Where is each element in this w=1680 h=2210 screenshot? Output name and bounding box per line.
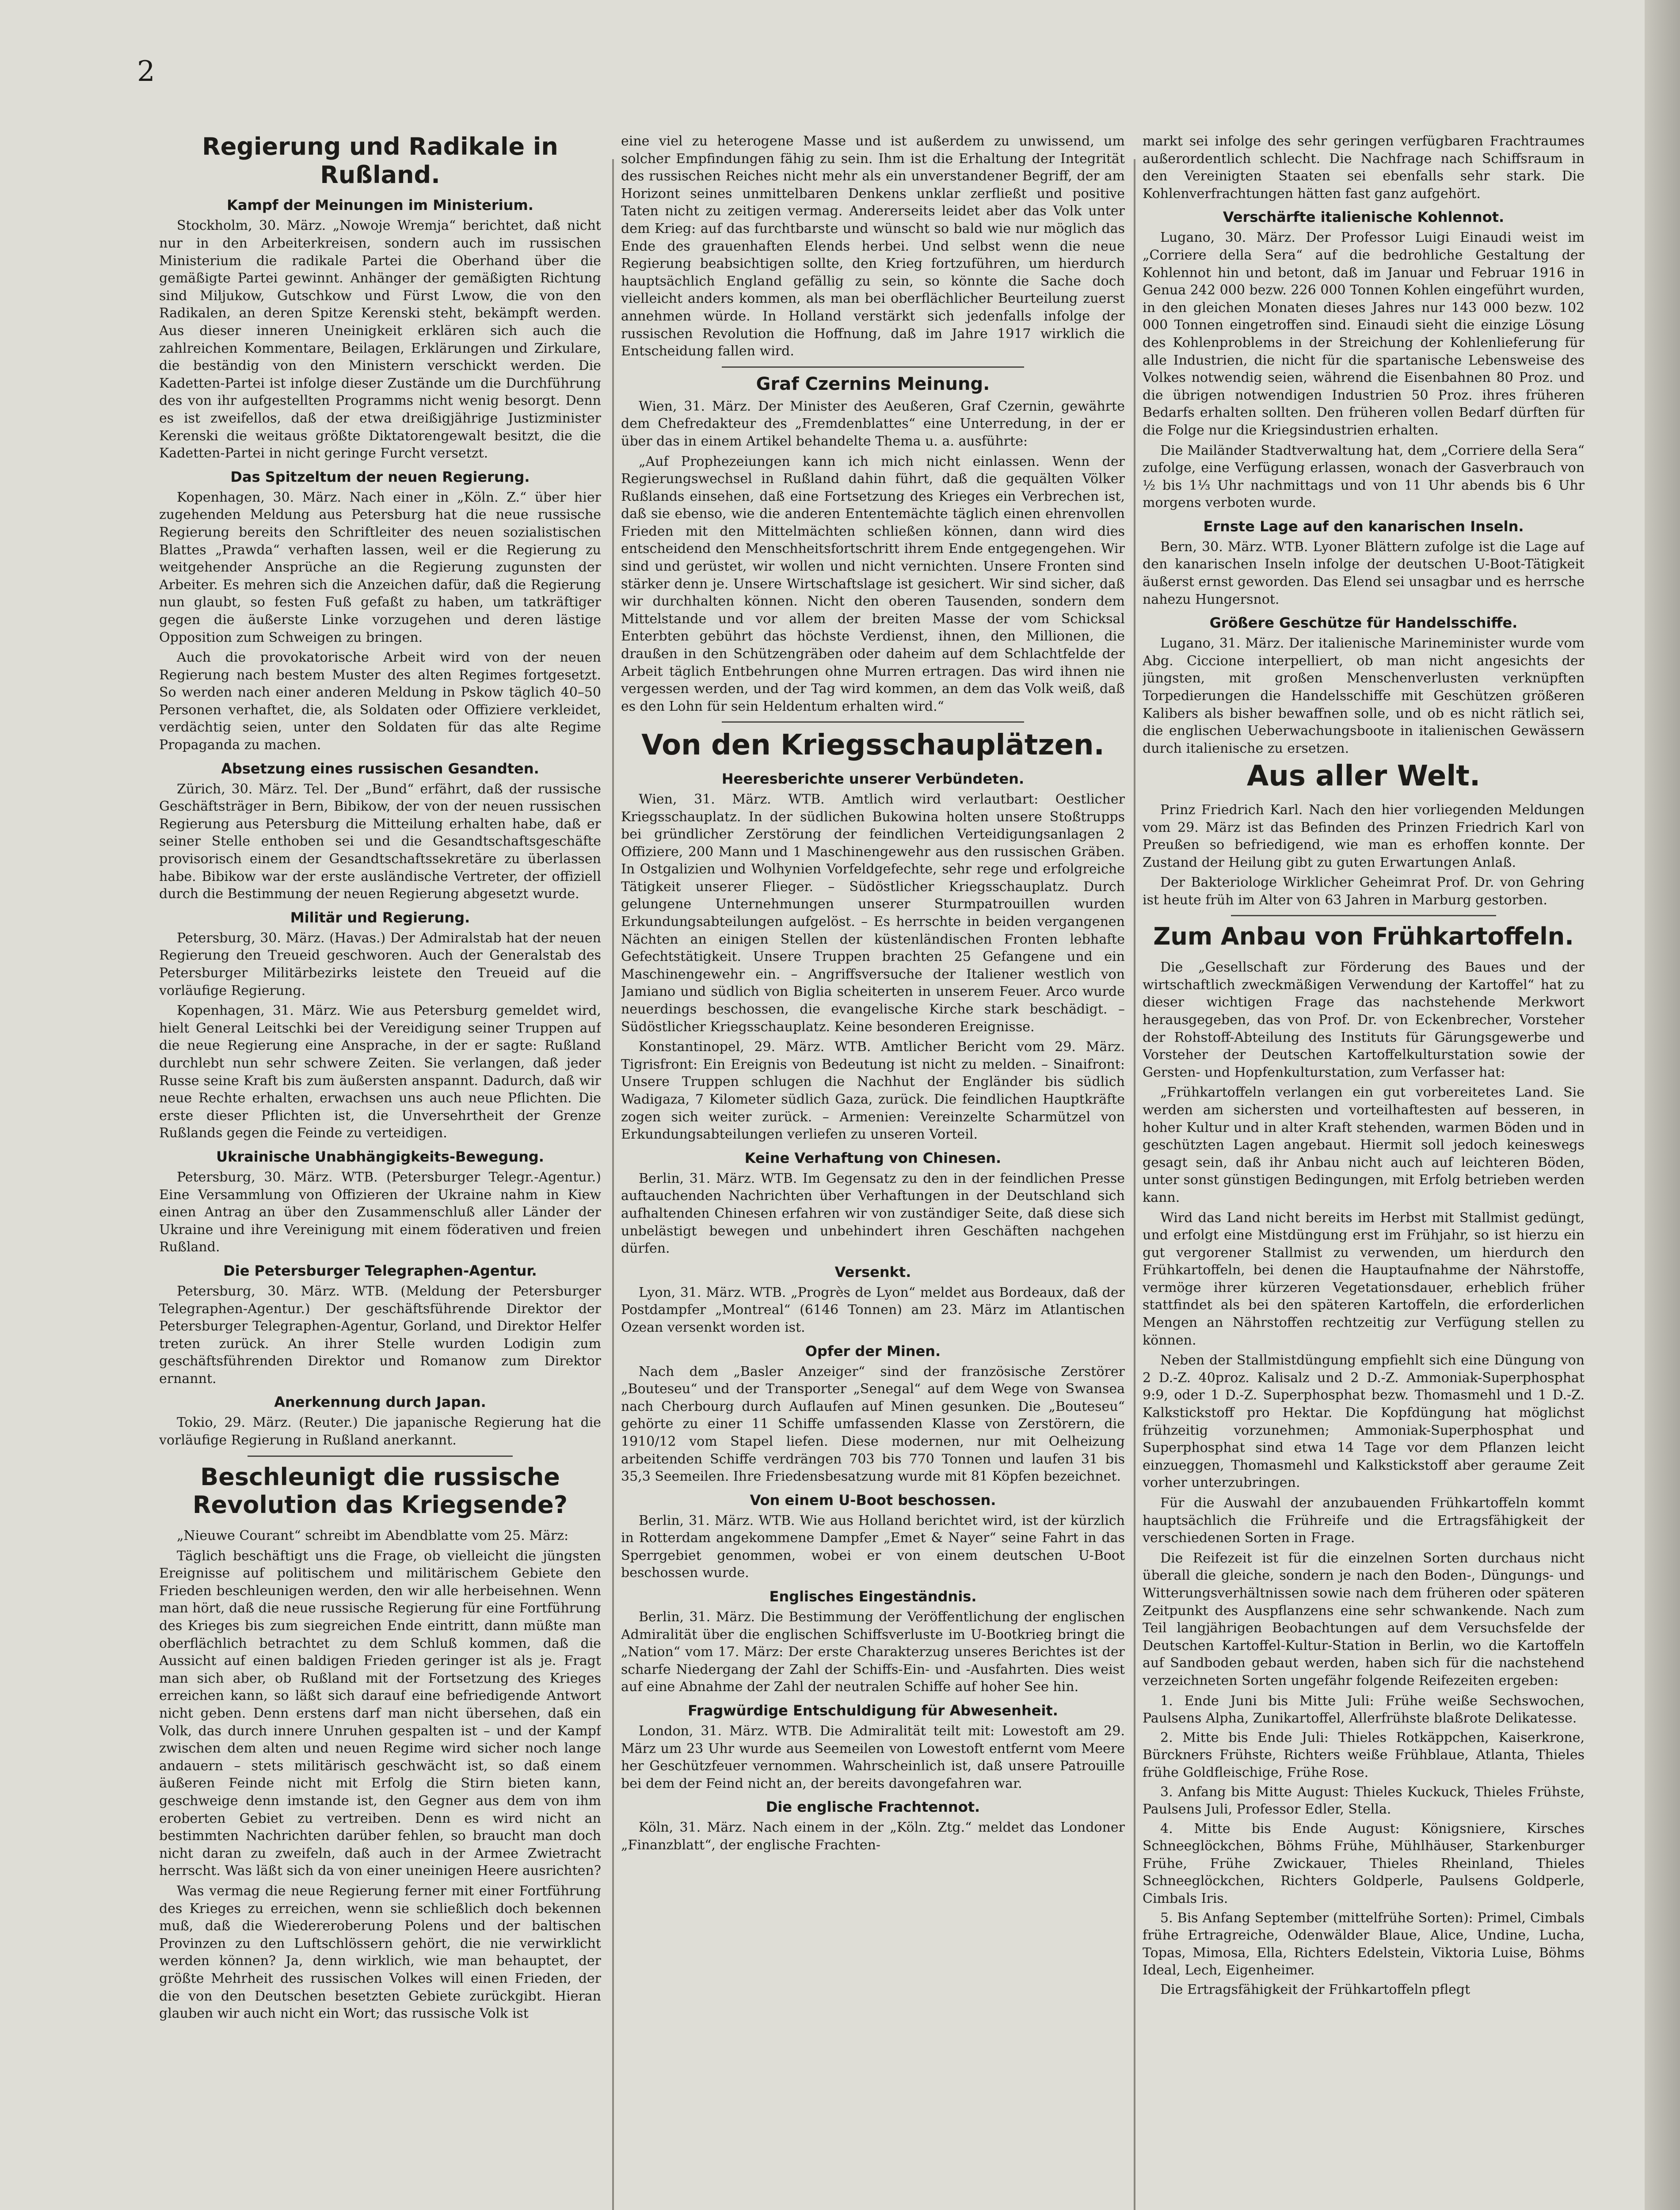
article-subhead: Englisches Eingeständnis.: [769, 1588, 977, 1605]
article-subhead: Verschärfte italienische Kohlennot.: [1223, 209, 1505, 226]
article-paragraph: Konstantinopel, 29. März. WTB. Amtlicher Bericht vom 29. März. Tigrisfront: Ein Ereignis von Bedeutung ist nicht zu melden. – Sinaifront: Unsere Truppen schlugen die Nachhut der Engländer bis südlich Wadigaza, 7 Kilometer südlich Gaza, zurück. Die feindlichen Hauptkräfte zogen sich weiter zurück. – Armenien: Vereinzelte Scharmützel von Erkundungsabteilungen verliefen zu unseren Vorteil.: [621, 1039, 1125, 1143]
article-subhead: Ernste Lage auf den kanarischen Inseln.: [1203, 518, 1524, 535]
article-paragraph: Nach dem „Basler Anzeiger“ sind der französische Zerstörer „Bouteseu“ und der Transporter „Senegal“ auf dem Wege von Swansea nach Cherbourg durch Auflaufen auf Minen gesunken. Die „Bouteseu“ gehörte zu einer 11 Schiffe umfassenden Klasse von Zerstörern, die 1910/12 vom Stapel liefen. Diese modernen, nur mit Oelheizung arbeitenden Schiffe verdrängen 703 bis 770 Tonnen und laufen 31 bis 35,3 Seemeilen. Ihre Friedensbesatzung wurde mit 81 Köpfen bezeichnet.: [621, 1364, 1125, 1485]
article-subhead: Die Petersburger Telegraphen-Agentur.: [223, 1262, 537, 1279]
article-paragraph: Köln, 31. März. Nach einem in der „Köln. Ztg.“ meldet das Londoner „Finanzblatt“, der englische Frachten-: [621, 1820, 1125, 1853]
column-left: [159, 133, 601, 2210]
article-headline: Graf Czernins Meinung.: [756, 373, 990, 394]
article-paragraph: Berlin, 31. März. WTB. Wie aus Holland berichtet wird, ist der kürzlich in Rotterdam angekommene Dampfer „Emet & Nayer“ seine Fahrt in das Sperrgebiet genommen, wobei er von einem deutschen U-Boot beschossen wurde.: [621, 1513, 1125, 1581]
article-paragraph: Für die Auswahl der anzubauenden Frühkartoffeln kommt hauptsächlich die Frühreife und die Ertragsfähigkeit der verschiedenen Sorten in Frage.: [1143, 1495, 1585, 1546]
article-paragraph: Petersburg, 30. März. (Havas.) Der Admiralstab hat der neuen Regierung den Treueid geschworen. Auch der Generalstab des Petersburger Militärbezirks leistete den Treueid auf die vorläufige Regierung.: [159, 930, 601, 998]
article-paragraph: Wird das Land nicht bereits im Herbst mit Stallmist gedüngt, und erfolgt eine Mistdüngung erst im Frühjahr, so ist hierzu ein gut vergorener Stallmist zu verwenden, um hierdurch den Frühkartoffeln, bei denen die Hauptaufnahme der Nährstoffe, vermöge ihrer kürzeren Vegetationsdauer, erheblich früher stattfindet als bei den späteren Kartoffeln, die erforderlichen Mengen an Nährstoffen rechtzeitig zur Verfügung stellen zu können.: [1143, 1210, 1585, 1348]
list-item: 2. Mitte bis Ende Juli: Thieles Rotkäppchen, Kaiserkrone, Bürckners Frühste, Richters weiße Frühblaue, Atlanta, Thieles frühe Goldfleischige, Frühe Rose.: [1143, 1730, 1585, 1780]
article-headline: Beschleunigt die russische Revolution das Kriegsende?: [192, 1463, 568, 1519]
section-divider: [248, 1456, 513, 1457]
article-paragraph: Lyon, 31. März. WTB. „Progrès de Lyon“ meldet aus Bordeaux, daß der Postdampfer „Montreal“ (6146 Tonnen) am 23. März im Atlantischen Ozean versenkt worden ist.: [621, 1284, 1125, 1335]
column-middle: [621, 133, 1125, 2210]
article-subhead: Kampf der Meinungen im Ministerium.: [227, 197, 533, 214]
article-paragraph: Tokio, 29. März. (Reuter.) Die japanische Regierung hat die vorläufige Regierung in Rußland anerkannt.: [159, 1415, 601, 1448]
article-subhead: Keine Verhaftung von Chinesen.: [744, 1149, 1002, 1166]
article-paragraph: Die Reifezeit ist für die einzelnen Sorten durchaus nicht überall die gleiche, sondern je nach den Boden-, Düngungs- und Witterungsverhältnissen sowie nach dem früheren oder späteren Zeitpunkt des Auspflanzens eine sehr schwankende. Nach zum Teil langjährigen Beobachtungen auf dem Versuchsfelde der Deutschen Kartoffel-Kultur-Station in Berlin, wo die Kartoffeln auf Sandboden gebaut werden, haben sich für die nachstehend verzeichneten Sorten ungefähr folgende Reifezeiten ergeben:: [1143, 1550, 1585, 1688]
article-paragraph: Die „Gesellschaft zur Förderung des Baues und der wirtschaftlich zweckmäßigen Verwendung der Kartoffel“ hat zu dieser wichtigen Frage das nachstehende Merkwort herausgegeben, das von Prof. Dr. von Eckenbrecher, Vorsteher der Rohstoff-Abteilung des Instituts für Gärungsgewerbe und Vorsteher der Deutschen Kartoffelkulturstation sowie der Gersten- und Hopfenkulturstation, zum Verfasser hat:: [1143, 960, 1585, 1080]
article-paragraph: „Frühkartoffeln verlangen ein gut vorbereitetes Land. Sie werden am sichersten und vorteilhaftesten auf besseren, in hoher Kultur und in alter Kraft stehenden, warmen Böden und in geschützten Lagen angebaut. Hiermit soll jedoch keineswegs gesagt sein, daß ihr Anbau nicht auch auf leichteren Böden, unter sonst günstigen Bedingungen, mit Erfolg betrieben werden kann.: [1143, 1085, 1585, 1205]
article-paragraph: markt sei infolge des sehr geringen verfügbaren Frachtraumes außerordentlich schlecht. Die Nachfrage nach Schiffsraum in den Vereinigten Staaten sei ebenfalls sehr stark. Die Kohlenverfrachtungen hätten fast ganz aufgehört.: [1143, 133, 1585, 202]
article-subhead: Das Spitzeltum der neuen Regierung.: [230, 468, 530, 485]
page-edge: [1645, 0, 1680, 2210]
article-subhead: Ukrainische Unabhängigkeits-Bewegung.: [216, 1148, 544, 1165]
list-item: 3. Anfang bis Mitte August: Thieles Kuckuck, Thieles Frühste, Paulsens Juli, Professor Edler, Stella.: [1143, 1784, 1585, 1818]
article-subhead: Absetzung eines russischen Gesandten.: [221, 760, 539, 777]
article-paragraph: Die Ertragsfähigkeit der Frühkartoffeln pflegt: [1160, 1982, 1470, 1998]
column-rule: [1134, 159, 1135, 2210]
article-paragraph: Prinz Friedrich Karl. Nach den hier vorliegenden Meldungen vom 29. März ist das Befinden des Prinzen Friedrich Karl von Preußen so befriedigend, wie man es erhoffen konnte. Der Zustand der Heilung gibt zu guten Erwartungen Anlaß.: [1143, 802, 1585, 870]
article-paragraph: Petersburg, 30. März. WTB. (Petersburger Telegr.-Agentur.) Eine Versammlung von Offizieren der Ukraine nahm in Kiew einen Antrag an über den Zusammenschluß aller Länder der Ukraine und ihre Vereinigung mit einem föderativen und freien Rußland.: [159, 1169, 601, 1255]
article-paragraph: Kopenhagen, 30. März. Nach einer in „Köln. Z.“ über hier zugehenden Meldung aus Petersburg hat die neue russische Regierung bereits den Schriftleiter des neuen sozialistischen Blattes „Prawda“ verhaften lassen, weil er die Regierung zu weitgehender Ansprüche an die Regierung zugunsten der Arbeiter. Es mehren sich die Anzeichen dafür, daß die Regierung nun glaubt, so festen Fuß gefaßt zu haben, um tatkräftiger gegen die äußerste Linke vorzugehen und deren lästige Opposition zum Schweigen zu bringen.: [159, 489, 601, 645]
article-subhead: Heeresberichte unserer Verbündeten.: [721, 770, 1025, 787]
article-subhead: Militär und Regierung.: [290, 909, 470, 926]
article-paragraph: Kopenhagen, 31. März. Wie aus Petersburg gemeldet wird, hielt General Leitschki bei der Vereidigung seiner Truppen auf die neue Regierung eine Ansprache, in der er sagte: Rußland durchlebt nun sehr schwere Zeiten. Sie verlangen, daß jeder Russe seine Kraft bis zum äußersten anspannt. Dadurch, daß wir neue Rechte erhalten, erwachsen uns auch neue Pflichten. Die erste dieser Pflichten ist, die Unversehrtheit der Grenze Rußlands gegen die Feinde zu verteidigen.: [159, 1003, 601, 1141]
list-item: 5. Bis Anfang September (mittelfrühe Sorten): Primel, Cimbals frühe Ertragreiche, Odenwälder Blaue, Alice, Undine, Lucha, Topas, Mimosa, Ella, Richters Edelstein, Viktoria Luise, Böhms Ideal, Lech, Eigenheimer.: [1143, 1910, 1585, 1978]
section-divider: [1231, 915, 1496, 916]
article-headline: Aus aller Welt.: [1246, 760, 1481, 793]
article-subhead: Größere Geschütze für Handelsschiffe.: [1209, 614, 1518, 632]
article-paragraph: Die Mailänder Stadtverwaltung hat, dem „Corriere della Sera“ zufolge, eine Verfügung erlassen, wonach der Gasverbrauch von ½ bis 1⅓ Uhr nachmittags und von 11 Uhr abends bis 6 Uhr morgens verboten wurde.: [1143, 442, 1585, 511]
article-subhead: Anerkennung durch Japan.: [274, 1394, 486, 1411]
page-number: 2: [137, 55, 155, 88]
article-headline: Regierung und Radikale in Rußland.: [202, 133, 558, 189]
list-item: 1. Ende Juni bis Mitte Juli: Frühe weiße Sechswochen, Paulsens Alpha, Zunikartoffel, Allerfrühste blaßrote Delikatesse.: [1143, 1693, 1585, 1726]
article-paragraph: Lugano, 31. März. Der italienische Marineminister wurde vom Abg. Ciccione interpelliert, ob man nicht angesichts der jüngsten, mit großen Menschenverlusten verknüpften Torpedierungen die Handelsschiffe mit Geschützen größeren Kalibers als bisher bewaffnen solle, und ob es nicht rätlich sei, die englischen Ueberwachungsboote in italienischen Gewässern durch italienische zu ersetzen.: [1143, 636, 1585, 756]
article-paragraph: Lugano, 30. März. Der Professor Luigi Einaudi weist im „Corriere della Sera“ auf die bedrohliche Gestaltung der Kohlennot hin und betont, daß im Januar und Februar 1916 in Genua 242 000 bezw. 226 000 Tonnen Kohlen eingeführt wurden, in den gleichen Monaten dieses Jahres nur 143 000 bezw. 102 000 Tonnen eingetroffen sind. Einaudi sieht die einzige Lösung des Kohlenproblems in der Streichung der Kohlenlieferung für alle Industrien, die nicht für die spartanische Lebensweise des Volkes notwendig seien, während die Eisenbahnen 80 Proz. und die übrigen notwendigen Industrien 50 Proz. ihres früheren Bedarfs erhalten sollten. Den früheren vollen Bedarf dürften für die Folge nur die Kriegsindustrien erhalten.: [1143, 230, 1585, 438]
article-paragraph: Auch die provokatorische Arbeit wird von der neuen Regierung nach bestem Muster des alten Regimes fortgesetzt. So werden nach einer anderen Meldung in Pskow täglich 40–50 Personen verhaftet, die, als Soldaten oder Offiziere verkleidet, verdächtig seien, unter den Soldaten für das alte Regime Propaganda zu machen.: [159, 650, 601, 753]
section-divider: [722, 721, 1024, 723]
article-paragraph: „Auf Prophezeiungen kann ich mich nicht einlassen. Wenn der Regierungswechsel in Rußland dahin führt, daß die gequälten Völker Rußlands einsehen, daß eine Fortsetzung des Krieges ein Verbrechen ist, daß sie ebenso, wie die anderen Ententemächte täglich einen ehrenvollen Frieden mit den Mittelmächten schließen können, dann wird dies entscheidend den Menschheitsfortschritt ihrem Ende entgegengehen. Wir sind und gerüstet, wir wollen und nicht vernichten. Unsere Fronten sind stärker denn je. Unsere Wirtschaftslage ist gesichert. Wir sind sicher, daß wir durchhalten können. Nicht den oberen Tausenden, sondern dem Mittelstande und vor allem der breiten Masse der vom Schicksal Enterbten gebührt das höchste Verdienst, ihnen, den Millionen, die draußen in den Schützengräben oder daheim auf dem Schlachtfelde der Arbeit täglich Entbehrungen ohne Murren ertragen. Das wird ihnen nie vergessen werden, und der Tag wird kommen, an dem das Volk weiß, daß es den Lohn für sein Heldentum erhalten wird.“: [621, 453, 1125, 714]
article-subhead: Die englische Frachtennot.: [766, 1798, 980, 1816]
article-paragraph: Berlin, 31. März. Die Bestimmung der Veröffentlichung der englischen Admiralität über die englischen Schiffsverluste im U-Bootkrieg bringt die „Nation“ vom 17. März: Der erste Charakterzug unseres Berichtes ist der scharfe Niedergang der Zahl der Schiffs-Ein- und -Ausfahrten. Dies weist auf eine Abnahme der Zahl der neutralen Schiffe auf hoher See hin.: [621, 1609, 1125, 1695]
article-paragraph: Bern, 30. März. WTB. Lyoner Blättern zufolge ist die Lage auf den kanarischen Inseln infolge der deutschen U-Boot-Tätigkeit äußerst ernst geworden. Das Elend sei unsagbar und es herrsche nahezu Hungersnot.: [1143, 539, 1585, 607]
column-rule: [612, 159, 614, 2210]
article-subhead: Von einem U-Boot beschossen.: [750, 1491, 996, 1509]
article-paragraph: Der Bakteriologe Wirklicher Geheimrat Prof. Dr. von Gehring ist heute früh im Alter von 63 Jahren in Marburg gestorben.: [1143, 875, 1585, 908]
article-paragraph: Wien, 31. März. WTB. Amtlich wird verlautbart: Oestlicher Kriegsschauplatz. In der südlichen Bukowina holten unsere Stoßtrupps bei gründlicher Zerstörung der feindlichen Verteidigungsanlagen 2 Offiziere, 200 Mann und 1 Maschinengewehr aus den russischen Gräben. In Ostgalizien und Wolhynien Vorfeldgefechte, sehr rege und erfolgreiche Tätigkeit unserer Flieger. – Südöstlicher Kriegsschauplatz. Durch gelungene Unternehmungen unserer Sturmpatrouillen wurden Erkundungsabteilungen aufgelöst. – Es herrschte in beiden vergangenen Nächten an einigen Stellen der küstenländischen Fronten lebhafte Gefechtstätigkeit. Unsere Truppen brachten 25 Gefangene und ein Maschinengewehr ein. – Angriffsversuche der Italiener westlich von Jamiano und südlich von Biglia scheiterten in unserem Feuer. Arco wurde neuerdings beschossen, die evangelische Kirche stark beschädigt. – Südöstlicher Kriegsschauplatz. Keine besonderen Ereignisse.: [621, 791, 1125, 1035]
article-paragraph: eine viel zu heterogene Masse und ist außerdem zu unwissend, um solcher Empfindungen fähig zu sein. Ihm ist die Erhaltung der Integrität des russischen Reiches nicht mehr als ein unverstandener Begriff, der am Horizont seines unmittelbaren Denkens unklar zerfließt und positive Taten nicht zu zeitigen vermag. Andererseits leidet aber das Volk unter dem Krieg: auf das furchtbarste und wünscht so bald wie nur möglich das Ende des grauenhaften Elends herbei. Und selbst wenn die neue Regierung beabsichtigen sollte, den Krieg fortzuführen, um hierdurch hauptsächlich England gefällig zu sein, so könnte die Sache doch vielleicht anders kommen, als man bei oberflächlicher Beurteilung zuerst annehmen würde. In Holland verstärkt sich jedenfalls infolge der russischen Revolution die Hoffnung, daß im Jahre 1917 wirklich die Entscheidung fallen wird.: [621, 133, 1125, 359]
section-divider: [722, 366, 1024, 368]
article-subhead: Fragwürdige Entschuldigung für Abwesenheit.: [688, 1702, 1058, 1719]
article-paragraph: Was vermag die neue Regierung ferner mit einer Fortführung des Krieges zu erreichen, wenn sie schließlich doch bekennen muß, daß die Wiedereroberung Polens und der baltischen Provinzen zu den Luftschlössern gehört, die nie verwirklicht werden können? Ja, denn wirklich, wie man behauptet, der größte Mehrheit des russischen Volkes will einen Frieden, der die von den Deutschen besetzten Gebiete zurückgibt. Hieran glauben wir auch nicht ein Wort; das russische Volk ist: [159, 1883, 601, 2022]
list-item: 4. Mitte bis Ende August: Königsniere, Kirsches Schneeglöckchen, Böhms Frühe, Mühlhäuser, Starkenburger Frühe, Frühe Zwickauer, Thieles Rheinland, Thieles Schneeglöckchen, Richters Goldperle, Paulsens Goldperle, Cimbals Iris.: [1143, 1821, 1585, 1907]
article-paragraph: Petersburg, 30. März. WTB. (Meldung der Petersburger Telegraphen-Agentur.) Der geschäftsführende Direktor der Petersburger Telegraphen-Agentur, Gorland, und Direktor Helfer treten zurück. An ihrer Stelle wurden Lodigin zum geschäftsführenden Direktor und Romanow zum Direktor ernannt.: [159, 1283, 601, 1387]
article-paragraph: Täglich beschäftigt uns die Frage, ob vielleicht die jüngsten Ereignisse auf politischem und militärischem Gebiete den Frieden beschleunigen werden, den wir alle herbeisehnen. Wenn man hört, daß die neue russische Regierung für eine Fortführung des Krieges bis zum siegreichen Ende eintritt, dann müßte man oberflächlich betrachtet zu dem Schluß kommen, daß die Aussicht auf einen baldigen Frieden geringer ist als je. Fragt man sich aber, ob Rußland mit der Fortsetzung des Krieges erreichen kann, so läßt sich darauf eine befriedigende Antwort nicht geben. Denn erstens darf man nicht übersehen, daß ein Volk, das durch innere Unruhen gespalten ist – und der Kampf zwischen dem alten und neuen Regime wird sicher noch lange andauern – stets militärisch geschwächt ist, so daß einem äußeren Feinde nicht mit Erfolg die Stirn bieten kann, geschweige denn imstande ist, den Gegner aus dem von ihm eroberten Gebiet zu vertreiben. Denn es wird nicht an bestimmten Nachrichten darüber fehlen, so braucht man doch nicht daran zu zweifeln, daß auch in der Armee Zwietracht herrscht. Was läßt sich da von einer uneinigen Heere ausrichten?: [159, 1548, 601, 1879]
column-right: [1143, 133, 1585, 2210]
article-subhead: Opfer der Minen.: [805, 1342, 941, 1360]
article-paragraph: Stockholm, 30. März. „Nowoje Wremja“ berichtet, daß nicht nur in den Arbeiterkreisen, sondern auch im russischen Ministerium die radikale Partei die Oberhand über die gemäßigte Partei gewinnt. Anhänger der gemäßigten Richtung sind Miljukow, Gutschkow und Fürst Lwow, die von den Radikalen, an deren Spitze Kerenski steht, bekämpft werden. Aus dieser inneren Uneinigkeit erklären sich auch die zahlreichen Kommentare, Beilagen, Erklärungen und Zirkulare, die beständig von den Ministern verschickt werden. Die Kadetten-Partei ist infolge dieser Zustände um die Durchführung des von ihr aufgestellten Programms nicht wenig besorgt. Denn es ist zweifellos, daß der etwa dreißigjährige Justizminister Kerenski die weitaus größte Diktatorengewalt besitzt, die die Kadetten-Partei in nicht geringe Furcht versetzt.: [159, 218, 601, 461]
article-headline: Zum Anbau von Frühkartoffeln.: [1153, 922, 1574, 951]
article-paragraph: London, 31. März. WTB. Die Admiralität teilt mit: Lowestoft am 29. März um 23 Uhr wurde aus Seemeilen von Lowestoft entfernt vom Meere her Geschützfeuer vernommen. Wahrscheinlich ist, daß unsere Patrouille bei dem der Feind nicht an, der bereits davongefahren war.: [621, 1723, 1125, 1791]
article-paragraph: Wien, 31. März. Der Minister des Aeußeren, Graf Czernin, gewährte dem Chefredakteur des „Fremdenblattes“ eine Unterredung, in der er über das in einem Artikel behandelte Thema u. a. ausführte:: [621, 398, 1125, 449]
article-paragraph: Neben der Stallmistdüngung empfiehlt sich eine Düngung von 2 D.-Z. 40proz. Kalisalz und 2 D.-Z. Ammoniak-Superphosphat 9:9, oder 1 D.-Z. Superphosphat bezw. Thomasmehl und 1 D.-Z. Kalkstickstoff pro Hektar. Die Kopfdüngung hat möglichst frühzeitig vorzunehmen; Ammoniak-Superphosphat und Superphosphat sind etwa 14 Tage vor dem Pflanzen leicht einzueggen, Thomasmehl und Kalkstickstoff aber geraume Zeit vorher unterzubringen.: [1143, 1353, 1585, 1491]
article-paragraph: „Nieuwe Courant“ schreibt im Abendblatte vom 25. März:: [177, 1528, 569, 1544]
article-headline: Von den Kriegsschauplätzen.: [641, 729, 1105, 762]
article-paragraph: Zürich, 30. März. Tel. Der „Bund“ erfährt, daß der russische Geschäftsträger in Bern, Bibikow, der von der neuen russischen Regierung aus Petersburg die Mitteilung erhalten habe, daß er seiner Stelle enthoben sei und die Gesandtschaftsgeschäfte provisorisch einem der Gesandtschaftssekretäre zu überlassen habe. Bibikow war der erste ausländische Vertreter, der offiziell durch die Bestimmung der neuen Regierung abgesetzt wurde.: [159, 781, 601, 902]
article-paragraph: Berlin, 31. März. WTB. Im Gegensatz zu den in der feindlichen Presse auftauchenden Nachrichten über Verhaftungen in der Deutschland sich aufhaltenden Chinesen erfahren wir von zuständiger Seite, daß diese sich unbelästigt bewegen und unbehindert ihren Geschäften nachgehen dürfen.: [621, 1170, 1125, 1257]
article-subhead: Versenkt.: [834, 1263, 911, 1280]
